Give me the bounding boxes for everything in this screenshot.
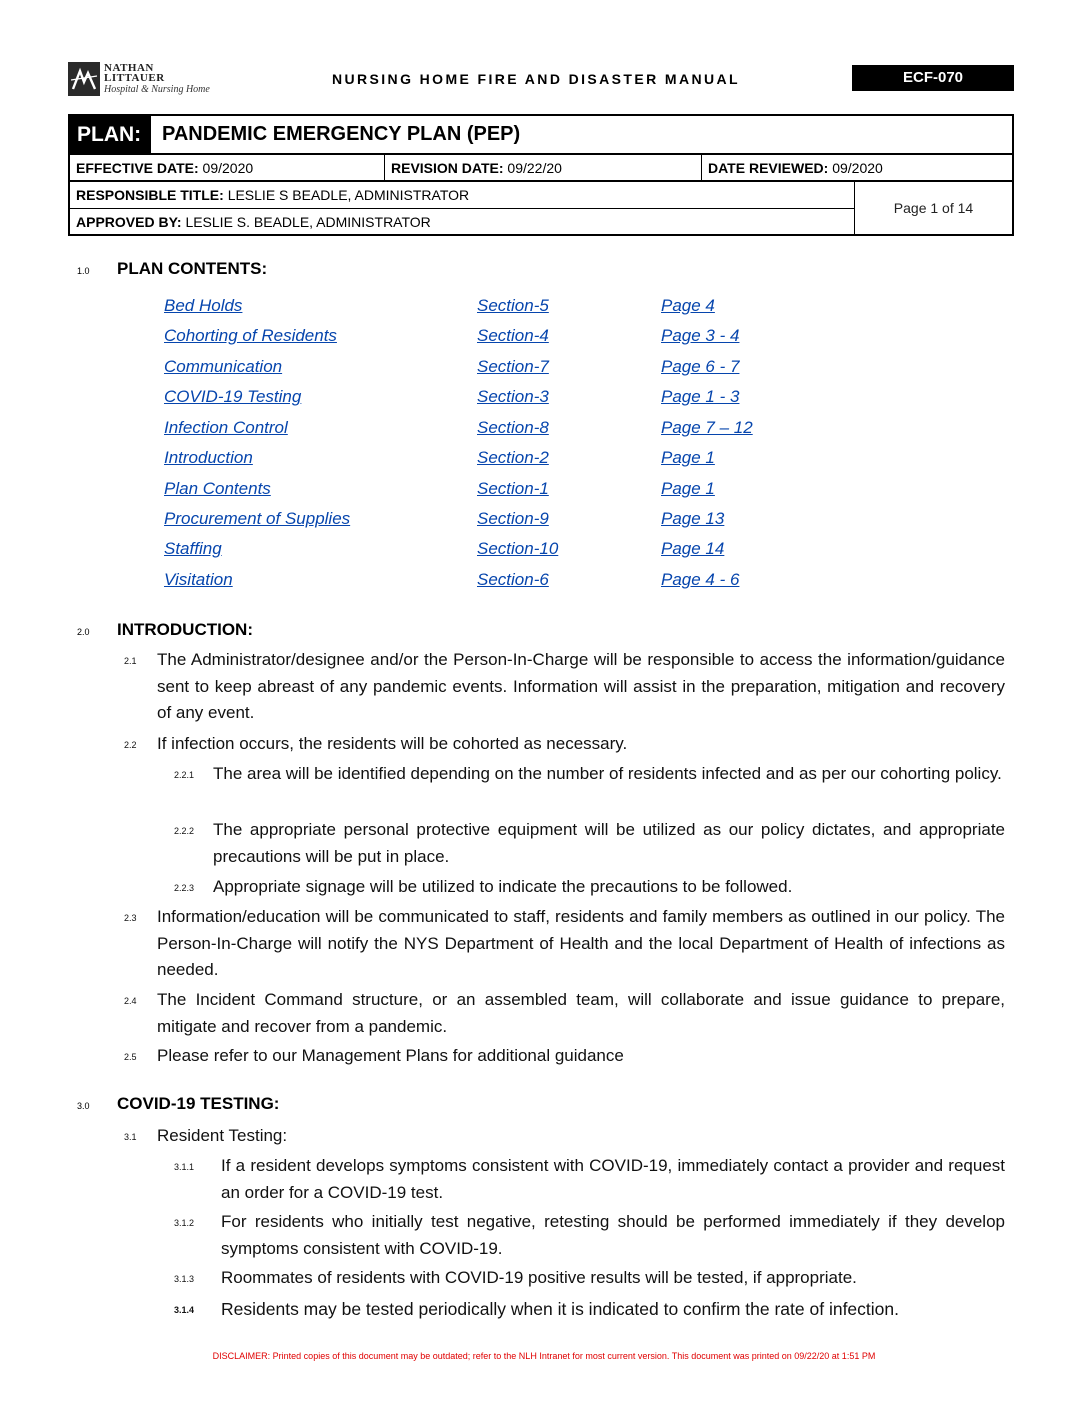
toc-page-link[interactable]: Page 1 - 3 [661, 387, 740, 406]
toc-page-link[interactable]: Page 4 [661, 296, 715, 315]
item-text: If a resident develops symptoms consistent with COVID-19, immediately contact a provider and request an order for a COVID-19 test. [221, 1156, 1005, 1202]
revision-date-label: REVISION DATE: [391, 160, 504, 176]
plan-label: PLAN: [70, 116, 151, 153]
item-number: 2.1 [124, 656, 137, 666]
toc-section-link[interactable]: Section-9 [477, 509, 549, 528]
item-text: Information/education will be communicated to staff, residents and family members as outlined in our policy. The Person-In-Charge will notify the NYS Department of Health and the local Department of Health of infections as needed. [157, 907, 1005, 979]
item-number: 3.1.1 [174, 1162, 195, 1172]
item-number: 2.2 [124, 740, 137, 750]
item-text: Residents may be tested periodically when it is indicated to confirm the rate of infection. [221, 1299, 899, 1319]
item-number: 2.3 [124, 913, 137, 923]
toc-topic-link[interactable]: Visitation [164, 570, 233, 589]
responsible-title-label: RESPONSIBLE TITLE: [76, 187, 224, 203]
toc-page-link[interactable]: Page 13 [661, 509, 725, 528]
approved-by-value: LESLIE S. BEADLE, ADMINISTRATOR [185, 214, 431, 230]
logo-mark-icon [68, 62, 100, 96]
revision-date-cell [385, 155, 702, 180]
logo-text-line2: LITTAUER [104, 72, 165, 84]
item-text: If infection occurs, the residents will be cohorted as necessary. [157, 734, 628, 753]
toc-page-link[interactable]: Page 14 [661, 539, 725, 558]
section-number: 1.0 [77, 266, 90, 276]
toc-section-link[interactable]: Section-10 [477, 539, 559, 558]
manual-title: NURSING HOME FIRE AND DISASTER MANUAL [332, 71, 740, 87]
date-reviewed-cell [702, 155, 1012, 180]
toc-topic-link[interactable]: Communication [164, 357, 283, 376]
toc-topic-link[interactable]: Procurement of Supplies [164, 509, 351, 528]
item-text: Resident Testing: [157, 1126, 288, 1145]
plan-name: PANDEMIC EMERGENCY PLAN (PEP) [162, 123, 521, 145]
responsible-title-value: LESLIE S BEADLE, ADMINISTRATOR [227, 187, 470, 203]
toc-section-link[interactable]: Section-8 [477, 418, 549, 437]
item-number: 2.2.2 [174, 826, 195, 836]
effective-date-cell [70, 155, 385, 180]
date-reviewed-value: 09/2020 [832, 160, 883, 176]
item-number: 3.1.3 [174, 1274, 195, 1284]
item-number: 3.1.4 [174, 1305, 195, 1315]
item-number: 3.1.2 [174, 1218, 195, 1228]
date-reviewed-label: DATE REVIEWED: [708, 160, 829, 176]
item-text: The Incident Command structure, or an assembled team, will collaborate and issue guidance to prepare, mitigate and recover from a pandemic. [157, 990, 1005, 1036]
document-code: ECF-070 [852, 65, 1014, 91]
print-disclaimer: DISCLAIMER: Printed copies of this document may be outdated; refer to the NLH Intranet for most current version. This document was printed on 09/22/20 at 1:51 PM [212, 1351, 876, 1361]
toc-topic-link[interactable]: Introduction [164, 448, 253, 467]
item-text: Please refer to our Management Plans for additional guidance [157, 1046, 624, 1065]
toc-section-link[interactable]: Section-2 [477, 448, 549, 467]
plan-title-row [70, 116, 1012, 155]
page-number: Page 1 of 14 [854, 182, 1012, 234]
section-heading-covid-testing: COVID-19 TESTING: [117, 1094, 280, 1113]
plan-info-table [68, 114, 1014, 236]
toc-page-link[interactable]: Page 6 - 7 [661, 357, 740, 376]
toc-page-link[interactable]: Page 4 - 6 [661, 570, 740, 589]
toc-topic-link[interactable]: Bed Holds [164, 296, 243, 315]
responsible-title-row [70, 182, 854, 209]
item-text: Roommates of residents with COVID-19 positive results will be tested, if appropriate. [221, 1268, 857, 1287]
section-heading-introduction: INTRODUCTION: [117, 620, 253, 639]
item-number: 2.2.1 [174, 770, 195, 780]
section-heading-plan-contents: PLAN CONTENTS: [117, 259, 268, 278]
item-number: 2.5 [124, 1052, 137, 1062]
section-number: 3.0 [77, 1101, 90, 1111]
item-text: The area will be identified depending on the number of residents infected and as per our cohorting policy. [213, 764, 1002, 783]
toc-section-link[interactable]: Section-4 [477, 326, 549, 345]
effective-date-label: EFFECTIVE DATE: [76, 160, 199, 176]
toc-topic-link[interactable]: Cohorting of Residents [164, 326, 337, 345]
item-text: The appropriate personal protective equipment will be utilized as our policy dictates, and appropriate precautions will be put in place. [213, 820, 1005, 866]
item-number: 2.2.3 [174, 883, 195, 893]
section-number: 2.0 [77, 627, 90, 637]
approved-by-row [70, 209, 854, 234]
item-text: Appropriate signage will be utilized to indicate the precautions to be followed. [213, 877, 793, 896]
toc-section-link[interactable]: Section-7 [477, 357, 549, 376]
item-text: For residents who initially test negative, retesting should be performed immediately if they develop symptoms consistent with COVID-19. [221, 1212, 1005, 1258]
toc-section-link[interactable]: Section-6 [477, 570, 549, 589]
item-number: 3.1 [124, 1132, 137, 1142]
toc-topic-link[interactable]: COVID-19 Testing [164, 387, 302, 406]
toc-page-link[interactable]: Page 1 [661, 479, 715, 498]
toc-page-link[interactable]: Page 1 [661, 448, 715, 467]
logo-text-line3: Hospital & Nursing Home [104, 84, 210, 95]
revision-date-value: 09/22/20 [507, 160, 562, 176]
item-number: 2.4 [124, 996, 137, 1006]
toc-topic-link[interactable]: Staffing [164, 539, 222, 558]
logo-text-line1: NATHAN [104, 62, 154, 74]
toc-section-link[interactable]: Section-5 [477, 296, 549, 315]
plan-dates-row [70, 155, 1012, 182]
responsible-title-cell [70, 182, 854, 207]
toc-page-link[interactable]: Page 3 - 4 [661, 326, 740, 345]
item-text: The Administrator/designee and/or the Person-In-Charge will be responsible to access the information/guidance sent to keep abreast of any pandemic events. Information will assist in the preparation, mitigation and recovery of any event. [157, 650, 1005, 722]
toc-topic-link[interactable]: Infection Control [164, 418, 288, 437]
effective-date-value: 09/2020 [202, 160, 254, 176]
approved-by-label: APPROVED BY: [76, 214, 182, 230]
toc-section-link[interactable]: Section-1 [477, 479, 549, 498]
toc-page-link[interactable]: Page 7 – 12 [661, 418, 753, 437]
logo [68, 60, 228, 98]
toc-topic-link[interactable]: Plan Contents [164, 479, 271, 498]
approved-by-cell [70, 209, 854, 234]
toc-section-link[interactable]: Section-3 [477, 387, 549, 406]
